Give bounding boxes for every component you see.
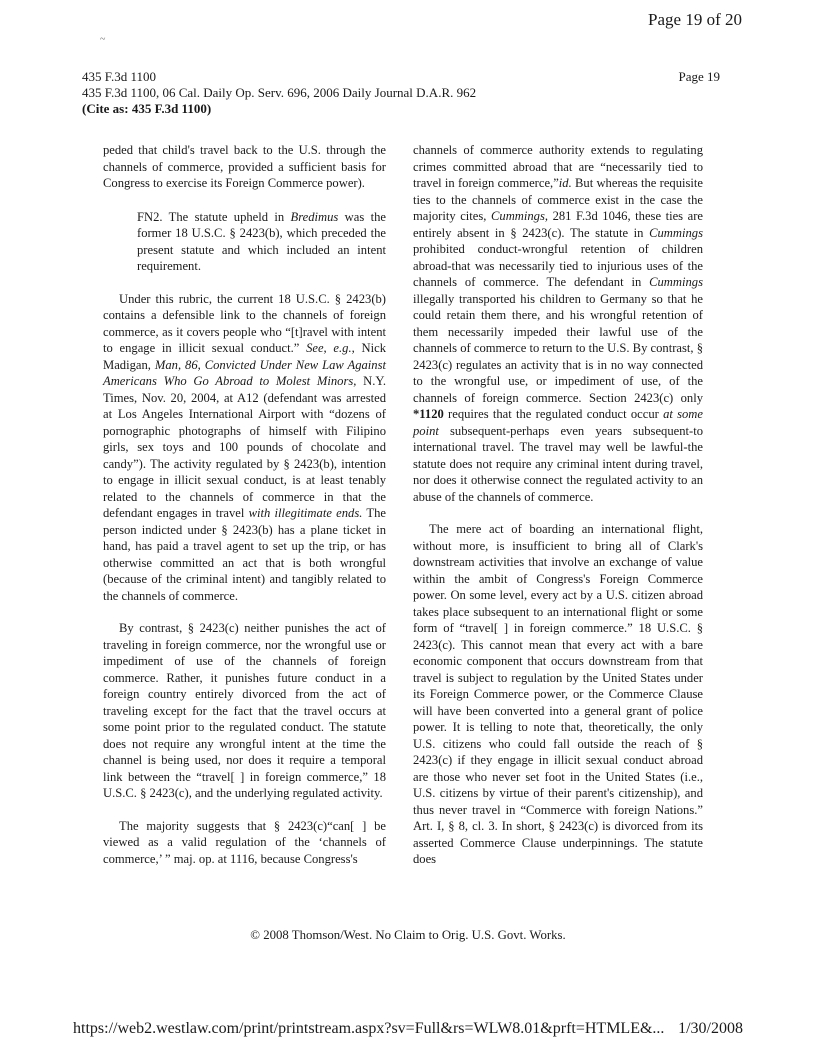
scan-mark: ~ bbox=[100, 34, 106, 45]
citation-reporter: 435 F.3d 1100 bbox=[82, 69, 156, 84]
right-column bbox=[413, 142, 703, 868]
paragraph: channels of commerce authority extends to regulating crimes committed abroad that are “necessarily tied to travel in foreign commerce,”id. But whereas the requisite ties to the channels of commerce exist in the case the majority cites, Cummings, 281 F.3d 1046, these ties are entirely absent in § 2423(c). The statute in Cummings prohibited conduct-wrongful retention of children abroad-that was necessarily tied to injurious uses of the channels of commerce. The defendant in Cummings illegally transported his children to Germany so that he could retain them there, and his wrongful retention of them necessarily impeded their lawful use of the channels of commerce to return to the U.S. By contrast, § 2423(c) regulates an activity that is in no way connected to the wrongful use, or impediment of use, of the channels of foreign commerce. Section 2423(c) only *1120 requires that the regulated conduct occur at some point subsequent-perhaps even years subsequent-to international travel. The travel may well be lawful-the statute does not require any criminal intent during travel, nor does it otherwise connect the regulated activity to an abuse of the channels of commerce. bbox=[413, 143, 704, 504]
page-label: Page 19 bbox=[678, 69, 720, 84]
citation-header bbox=[82, 69, 476, 117]
left-column bbox=[103, 142, 386, 867]
print-url: https://web2.westlaw.com/print/printstream.aspx?sv=Full&rs=WLW8.01&prft=HTMLE&... bbox=[73, 1020, 665, 1037]
citation-parallel: 435 F.3d 1100, 06 Cal. Daily Op. Serv. 696, 2006 Daily Journal D.A.R. 962 bbox=[82, 85, 477, 100]
paragraph: The majority suggests that § 2423(c)“can[ ] be viewed as a valid regulation of the ‘channels of commerce,’ ” maj. op. at 1116, because Congress's bbox=[103, 818, 386, 866]
paragraph: peded that child's travel back to the U.S. through the channels of commerce, provided a sufficient basis for Congress to exercise its Foreign Commerce power). bbox=[103, 143, 386, 190]
case-name: Cummings bbox=[649, 225, 703, 240]
page-count: Page 19 of 20 bbox=[648, 10, 742, 29]
article-title: Man, 86, Convicted Under New Law Against Americans Who Go Abroad to Molest Minors, bbox=[103, 357, 386, 388]
paragraph: Under this rubric, the current 18 U.S.C. § 2423(b) contains a defensible link to the channels of foreign commerce, as it covers people who “[t]ravel with intent to engage in illicit sexual conduct.” See, e.g., Nick Madigan, Man, 86, Convicted Under New Law Against Americans Who Go Abroad to Molest Minors, N.Y. Times, Nov. 20, 2004, at A12 (defendant was arrested at Los Angeles International Airport with “dozens of pornographic photographs of himself with Filipino girls, sex toys and 100 pounds of chocolate and candy”). The activity regulated by § 2423(b), intention to engage in illicit sexual conduct, is at least tenably related to the channels of commerce in that the defendant engages in travel with illegitimate ends. The person indicted under § 2423(b) has a plane ticket in hand, has paid a travel agent to set up the trip, or has otherwise committed an act that is both wrongful (because of the criminal intent) and tangibly related to the channels of commerce. bbox=[103, 291, 386, 603]
case-name: Cummings, bbox=[491, 209, 549, 223]
print-date: 1/30/2008 bbox=[678, 1020, 743, 1037]
case-name: Bredimus bbox=[290, 209, 339, 224]
paragraph: The mere act of boarding an international flight, without more, is insufficient to bring all of Clark's downstream activities that involve an exchange of value within the ambit of Congress's Foreign Commerce power. On some level, every act by a U.S. citizen abroad takes place subsequent to an international flight or some form of “travel[ ] in foreign commerce.” 18 U.S.C. § 2423(c). This cannot mean that every act with a bare economic component that occurs downstream from that travel is subject to regulation by the United States under its Foreign Commerce power, or the Commerce Clause will have been converted into a general grant of police power. It is telling to note that, theoretically, the only U.S. citizens who could fall outside the reach of § 2423(c) if they engage in illicit sexual conduct abroad are those who never set foot in the United States (i.e., U.S. citizens by virtue of their parent's citizenship), and thus never travel in “Commerce with foreign Nations.” Art. I, § 8, cl. 3. In short, § 2423(c) is divorced from its asserted Commerce Clause underpinnings. The statute does bbox=[413, 522, 703, 866]
paragraph: By contrast, § 2423(c) neither punishes the act of traveling in foreign commerce, nor the wrongful use or impediment of use of the channels of foreign commerce. Rather, it punishes future conduct in a foreign country entirely divorced from the act of traveling except for the fact that the travel occurs at some point prior to the regulated conduct. The statute does not require any wrongful intent at the time the channel is being used, nor does it require a temporal link between the “travel[ ] in foreign commerce,” 18 U.S.C. § 2423(c), and the underlying regulated activity. bbox=[103, 621, 386, 800]
case-name: Cummings bbox=[649, 275, 703, 289]
star-page: *1120 bbox=[413, 407, 444, 421]
copyright-footer: © 2008 Thomson/West. No Claim to Orig. U.S. Govt. Works. bbox=[250, 928, 566, 942]
cite-as: (Cite as: 435 F.3d 1100) bbox=[82, 101, 212, 116]
footnote-fn2: FN2. The statute upheld in Bredimus was the former 18 U.S.C. § 2423(b), which preceded the present statute and which included an intent requirement. bbox=[137, 209, 386, 273]
